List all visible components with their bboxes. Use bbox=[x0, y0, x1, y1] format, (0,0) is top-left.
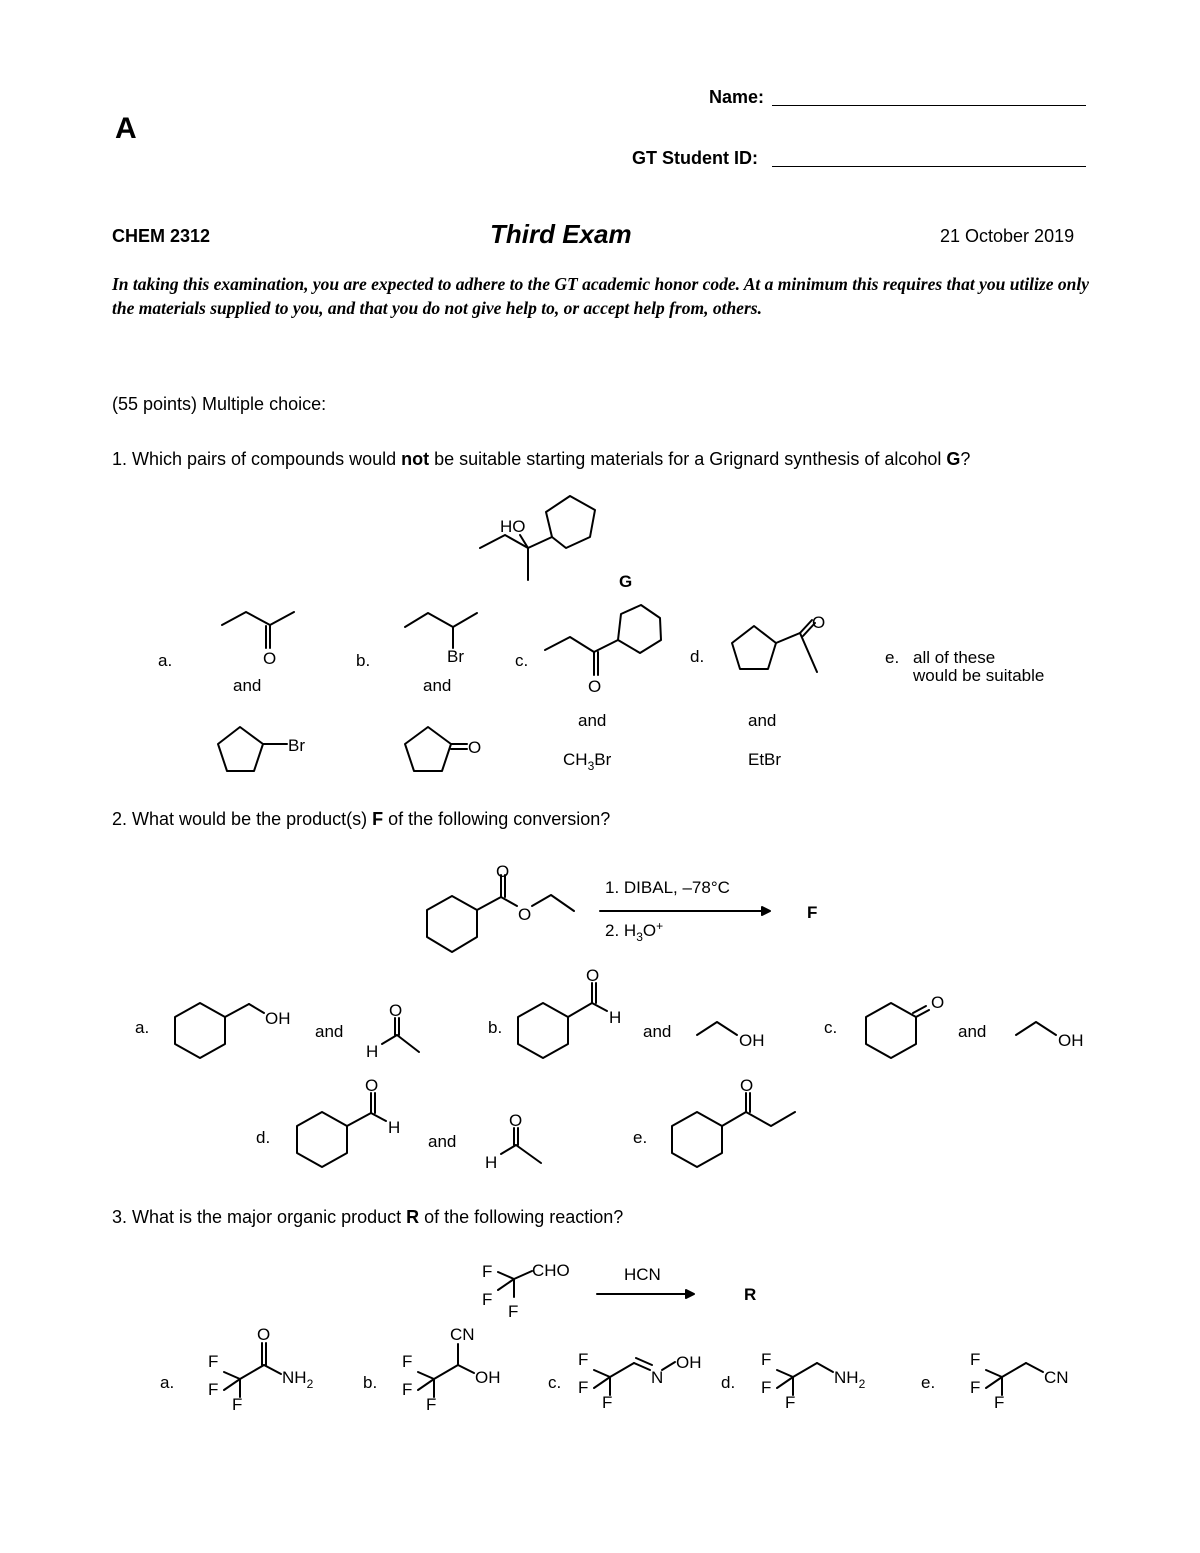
q3-option-d[interactable] bbox=[721, 1350, 866, 1412]
atom-label: Br bbox=[288, 736, 305, 755]
option-join: and bbox=[748, 711, 777, 730]
atom-label: O bbox=[263, 649, 277, 668]
atom-label: O bbox=[468, 738, 482, 757]
atom-label: H bbox=[388, 1118, 401, 1137]
atom-label: Br bbox=[447, 647, 464, 666]
atom-label: F bbox=[482, 1290, 493, 1309]
product-f-label: F bbox=[807, 903, 818, 922]
atom-label: OH bbox=[1058, 1031, 1084, 1050]
option-letter: c. bbox=[548, 1373, 562, 1392]
atom-label: OH bbox=[676, 1353, 702, 1372]
name-label: Name: bbox=[709, 87, 765, 107]
atom-label: F bbox=[761, 1350, 772, 1369]
option-letter: a. bbox=[135, 1018, 150, 1037]
option-letter: c. bbox=[824, 1018, 838, 1037]
atom-label: O bbox=[812, 613, 826, 632]
option-join: and bbox=[423, 676, 452, 695]
atom-label: F bbox=[232, 1395, 243, 1414]
q2-option-b[interactable] bbox=[488, 966, 765, 1058]
q1-option-e[interactable] bbox=[885, 648, 1044, 685]
atom-label: CN bbox=[450, 1325, 475, 1344]
exam-version: A bbox=[115, 112, 137, 145]
option-letter: a. bbox=[160, 1373, 175, 1392]
nh2-label: $NH_2$ bbox=[834, 1368, 866, 1391]
atom-label: F bbox=[578, 1350, 589, 1369]
option-letter: e. bbox=[921, 1373, 936, 1392]
atom-label: O bbox=[518, 905, 532, 924]
atom-label: F bbox=[785, 1393, 796, 1412]
atom-label: O bbox=[740, 1076, 754, 1095]
atom-label: O bbox=[496, 862, 510, 881]
atom-label: OH bbox=[739, 1031, 765, 1050]
option-letter: b. bbox=[356, 651, 371, 670]
atom-label: O bbox=[509, 1111, 523, 1130]
option-letter: b. bbox=[488, 1018, 503, 1037]
atom-label: F bbox=[402, 1352, 413, 1371]
question-3-prompt: 3. What is the major organic product R of the following reaction? bbox=[112, 1207, 624, 1227]
exam-date: 21 October 2019 bbox=[940, 226, 1075, 246]
section-intro: (55 points) Multiple choice: bbox=[112, 394, 327, 414]
question-1-prompt: 1. Which pairs of compounds would not be suitable starting materials for a Grignard synthesis of alcohol G? bbox=[112, 449, 971, 469]
option-join: and bbox=[315, 1022, 344, 1041]
target-g-label: G bbox=[619, 572, 633, 591]
atom-label: O bbox=[586, 966, 600, 985]
q2-option-a[interactable] bbox=[135, 1001, 419, 1061]
q3-option-b[interactable] bbox=[363, 1325, 501, 1414]
option-join: and bbox=[233, 676, 262, 695]
q2-option-d[interactable] bbox=[256, 1076, 541, 1172]
option-letter: d. bbox=[256, 1128, 271, 1147]
q1-option-d[interactable] bbox=[690, 613, 825, 769]
q2-option-e[interactable] bbox=[633, 1076, 795, 1167]
alcohol-g-structure bbox=[480, 496, 632, 591]
course-code: CHEM 2312 bbox=[112, 226, 211, 246]
atom-label: F bbox=[482, 1262, 493, 1281]
atom-label: O bbox=[365, 1076, 379, 1095]
q1-option-c[interactable] bbox=[515, 605, 661, 773]
atom-label: F bbox=[578, 1378, 589, 1397]
atom-label: H bbox=[366, 1042, 379, 1061]
atom-label: CHO bbox=[532, 1261, 570, 1280]
option-letter: e. bbox=[633, 1128, 648, 1147]
atom-label: O bbox=[588, 677, 602, 696]
trifluoroacetaldehyde-structure bbox=[482, 1261, 570, 1321]
option-letter: a. bbox=[158, 651, 173, 670]
option-text-line1: all of these bbox=[913, 648, 996, 667]
atom-label: F bbox=[208, 1380, 219, 1399]
atom-label: F bbox=[208, 1352, 219, 1371]
atom-label: O bbox=[257, 1325, 271, 1344]
atom-label: F bbox=[402, 1380, 413, 1399]
student-id-label: GT Student ID: bbox=[632, 148, 758, 168]
atom-label: F bbox=[970, 1378, 981, 1397]
option-join: and bbox=[428, 1132, 457, 1151]
atom-label: F bbox=[994, 1393, 1005, 1412]
option-letter: d. bbox=[721, 1373, 736, 1392]
q3-option-c[interactable] bbox=[548, 1350, 702, 1412]
exam-title: Third Exam bbox=[490, 219, 632, 249]
option-join: and bbox=[578, 711, 607, 730]
reagent-hcn: HCN bbox=[624, 1265, 661, 1284]
atom-label: N bbox=[651, 1368, 664, 1387]
atom-label: O bbox=[931, 993, 945, 1012]
q1-option-a[interactable] bbox=[158, 612, 305, 771]
honor-code: In taking this examination, you are expected to adhere to the GT academic honor code. At a minimum this requires that you utilize only the materials supplied to you, and that you do not give help to, or accept help from, others. bbox=[112, 274, 1089, 318]
atom-label: H bbox=[609, 1008, 622, 1027]
atom-label: CN bbox=[1044, 1368, 1069, 1387]
product-r-label: R bbox=[744, 1285, 757, 1304]
option-join: and bbox=[958, 1022, 987, 1041]
question-2-prompt: 2. What would be the product(s) F of the following conversion? bbox=[112, 809, 611, 829]
option-letter: d. bbox=[690, 647, 705, 666]
atom-label: F bbox=[761, 1378, 772, 1397]
q2-option-c[interactable] bbox=[824, 993, 1084, 1058]
atom-label: HO bbox=[500, 517, 526, 536]
reagent-ch3br: $CH_3Br$ bbox=[563, 750, 612, 773]
atom-label: OH bbox=[475, 1368, 501, 1387]
reagent-1: 1. DIBAL, –78°C bbox=[605, 878, 730, 897]
atom-label: F bbox=[602, 1393, 613, 1412]
atom-label: O bbox=[389, 1001, 403, 1020]
option-letter: c. bbox=[515, 651, 529, 670]
nh2-label: $NH_2$ bbox=[282, 1368, 314, 1391]
atom-label: H bbox=[485, 1153, 498, 1172]
option-text-line2: would be suitable bbox=[913, 666, 1045, 685]
atom-label: OH bbox=[265, 1009, 291, 1028]
atom-label: F bbox=[508, 1302, 519, 1321]
q1-option-b[interactable] bbox=[356, 613, 481, 771]
option-letter: b. bbox=[363, 1373, 378, 1392]
atom-label: F bbox=[426, 1395, 437, 1414]
option-join: and bbox=[643, 1022, 672, 1041]
option-letter: e. bbox=[885, 648, 900, 667]
reagent-2: 2. $H_3O^+$ bbox=[605, 919, 664, 944]
q3-option-e[interactable] bbox=[921, 1350, 1069, 1412]
atom-label: F bbox=[970, 1350, 981, 1369]
ethyl-ester-structure bbox=[427, 862, 574, 952]
q3-option-a[interactable] bbox=[160, 1325, 314, 1414]
reagent-etbr: EtBr bbox=[748, 750, 782, 769]
